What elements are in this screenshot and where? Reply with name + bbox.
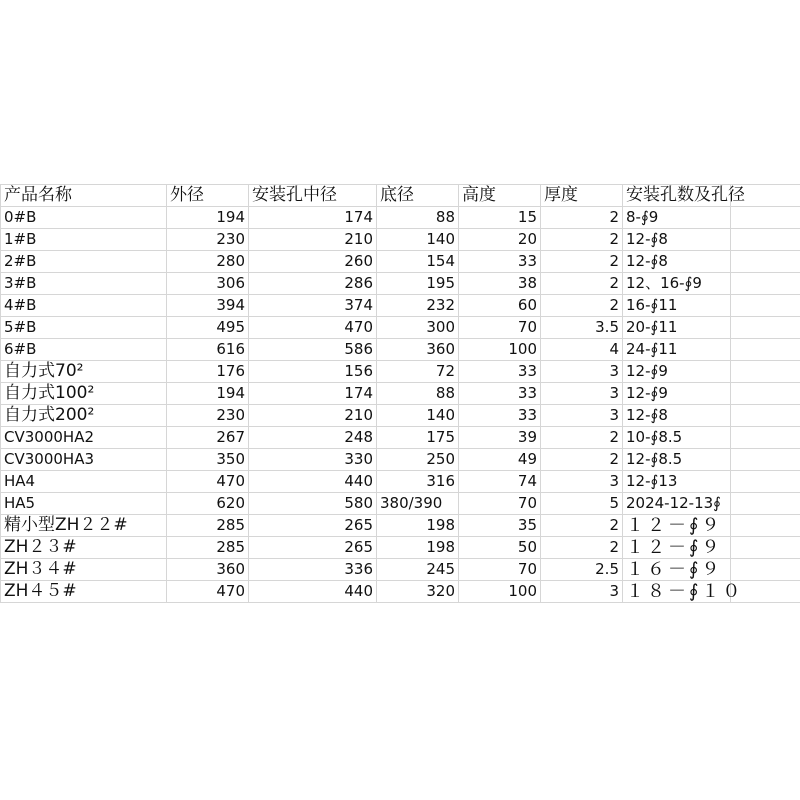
cell-bottom-diameter[interactable]: 72 xyxy=(377,361,459,383)
empty-cell[interactable] xyxy=(731,427,800,449)
cell-thickness[interactable]: 3 xyxy=(541,383,623,405)
cell-holes[interactable]: 24-∮11 xyxy=(623,339,731,361)
empty-cell[interactable] xyxy=(731,361,800,383)
table-row xyxy=(1,581,800,603)
cell-bottom-diameter[interactable]: 195 xyxy=(377,273,459,295)
table-row xyxy=(1,559,800,581)
cell-height[interactable]: 100 xyxy=(459,581,541,603)
product-table xyxy=(0,184,800,603)
empty-cell[interactable] xyxy=(731,559,800,581)
header-cell-holes[interactable]: 安装孔数及孔径 xyxy=(623,185,731,207)
cell-mounting-hole-pitch[interactable]: 265 xyxy=(249,515,377,537)
cell-outer-diameter[interactable]: 230 xyxy=(167,229,249,251)
cell-mounting-hole-pitch[interactable]: 156 xyxy=(249,361,377,383)
cell-thickness[interactable]: 3 xyxy=(541,361,623,383)
cell-mounting-hole-pitch[interactable]: 210 xyxy=(249,229,377,251)
table-row xyxy=(1,251,800,273)
cell-mounting-hole-pitch[interactable]: 286 xyxy=(249,273,377,295)
cell-name[interactable]: 0#B xyxy=(1,207,167,229)
empty-cell[interactable] xyxy=(731,339,800,361)
cell-name[interactable]: CV3000HA2 xyxy=(1,427,167,449)
cell-name[interactable]: ZH３４# xyxy=(1,559,167,581)
cell-height[interactable]: 50 xyxy=(459,537,541,559)
empty-cell[interactable] xyxy=(731,449,800,471)
cell-holes[interactable]: 12-∮8 xyxy=(623,251,731,273)
header-cell-thickness[interactable]: 厚度 xyxy=(541,185,623,207)
cell-holes[interactable]: １８－∮１０ xyxy=(623,581,731,603)
cell-thickness[interactable]: 2 xyxy=(541,515,623,537)
cell-thickness[interactable]: 3 xyxy=(541,471,623,493)
cell-outer-diameter[interactable]: 230 xyxy=(167,405,249,427)
cell-bottom-diameter[interactable]: 88 xyxy=(377,383,459,405)
cell-mounting-hole-pitch[interactable]: 174 xyxy=(249,383,377,405)
cell-name[interactable]: 1#B xyxy=(1,229,167,251)
cell-name[interactable]: CV3000HA3 xyxy=(1,449,167,471)
cell-thickness[interactable]: 3 xyxy=(541,405,623,427)
cell-thickness[interactable]: 5 xyxy=(541,493,623,515)
cell-holes[interactable]: 12-∮8 xyxy=(623,405,731,427)
header-cell-height[interactable]: 高度 xyxy=(459,185,541,207)
cell-name[interactable]: 6#B xyxy=(1,339,167,361)
table-row xyxy=(1,405,800,427)
cell-bottom-diameter[interactable]: 140 xyxy=(377,405,459,427)
cell-name[interactable]: HA5 xyxy=(1,493,167,515)
cell-bottom-diameter[interactable]: 380/390 xyxy=(377,493,459,515)
cell-bottom-diameter[interactable]: 250 xyxy=(377,449,459,471)
empty-cell[interactable] xyxy=(731,471,800,493)
cell-height[interactable]: 70 xyxy=(459,559,541,581)
cell-bottom-diameter[interactable]: 360 xyxy=(377,339,459,361)
spreadsheet xyxy=(0,184,800,603)
cell-height[interactable]: 20 xyxy=(459,229,541,251)
table-row xyxy=(1,361,800,383)
cell-mounting-hole-pitch[interactable]: 580 xyxy=(249,493,377,515)
cell-height[interactable]: 33 xyxy=(459,251,541,273)
empty-cell[interactable] xyxy=(731,405,800,427)
table-row xyxy=(1,427,800,449)
cell-thickness[interactable]: 3.5 xyxy=(541,317,623,339)
cell-mounting-hole-pitch[interactable]: 265 xyxy=(249,537,377,559)
cell-outer-diameter[interactable]: 360 xyxy=(167,559,249,581)
cell-holes[interactable]: 12-∮8 xyxy=(623,229,731,251)
table-row xyxy=(1,537,800,559)
cell-thickness[interactable]: 2 xyxy=(541,229,623,251)
empty-cell[interactable] xyxy=(731,537,800,559)
cell-holes[interactable]: １２－∮９ xyxy=(623,515,731,537)
cell-holes[interactable]: 12-∮13 xyxy=(623,471,731,493)
cell-bottom-diameter[interactable]: 300 xyxy=(377,317,459,339)
cell-holes[interactable]: 12-∮9 xyxy=(623,361,731,383)
cell-name[interactable]: 精小型ZH２２# xyxy=(1,515,167,537)
cell-bottom-diameter[interactable]: 175 xyxy=(377,427,459,449)
cell-mounting-hole-pitch[interactable]: 174 xyxy=(249,207,377,229)
cell-name[interactable]: 自力式100² xyxy=(1,383,167,405)
cell-outer-diameter[interactable]: 176 xyxy=(167,361,249,383)
table-row xyxy=(1,207,800,229)
cell-mounting-hole-pitch[interactable]: 440 xyxy=(249,471,377,493)
cell-height[interactable]: 60 xyxy=(459,295,541,317)
cell-bottom-diameter[interactable]: 198 xyxy=(377,515,459,537)
table-row xyxy=(1,449,800,471)
cell-name[interactable]: ZH２３# xyxy=(1,537,167,559)
table-row xyxy=(1,515,800,537)
cell-height[interactable]: 33 xyxy=(459,383,541,405)
cell-height[interactable]: 39 xyxy=(459,427,541,449)
cell-name[interactable]: 2#B xyxy=(1,251,167,273)
cell-outer-diameter[interactable]: 470 xyxy=(167,471,249,493)
table-row xyxy=(1,471,800,493)
cell-name[interactable]: 4#B xyxy=(1,295,167,317)
empty-cell[interactable] xyxy=(731,493,800,515)
cell-thickness[interactable]: 2 xyxy=(541,295,623,317)
cell-thickness[interactable]: 2 xyxy=(541,207,623,229)
cell-height[interactable]: 35 xyxy=(459,515,541,537)
cell-bottom-diameter[interactable]: 198 xyxy=(377,537,459,559)
cell-thickness[interactable]: 3 xyxy=(541,581,623,603)
cell-mounting-hole-pitch[interactable]: 336 xyxy=(249,559,377,581)
cell-holes[interactable]: 16-∮11 xyxy=(623,295,731,317)
table-row xyxy=(1,339,800,361)
cell-mounting-hole-pitch[interactable]: 440 xyxy=(249,581,377,603)
cell-holes[interactable]: １６－∮９ xyxy=(623,559,731,581)
cell-thickness[interactable]: 2 xyxy=(541,251,623,273)
cell-mounting-hole-pitch[interactable]: 210 xyxy=(249,405,377,427)
empty-cell[interactable] xyxy=(731,295,800,317)
cell-outer-diameter[interactable]: 194 xyxy=(167,383,249,405)
cell-name[interactable]: 自力式70² xyxy=(1,361,167,383)
cell-holes[interactable]: 8-∮9 xyxy=(623,207,731,229)
cell-outer-diameter[interactable]: 470 xyxy=(167,581,249,603)
cell-height[interactable]: 70 xyxy=(459,493,541,515)
cell-name[interactable]: HA4 xyxy=(1,471,167,493)
cell-outer-diameter[interactable]: 306 xyxy=(167,273,249,295)
cell-mounting-hole-pitch[interactable]: 260 xyxy=(249,251,377,273)
cell-thickness[interactable]: 2 xyxy=(541,537,623,559)
cell-thickness[interactable]: 2 xyxy=(541,273,623,295)
cell-mounting-hole-pitch[interactable]: 330 xyxy=(249,449,377,471)
header-cell-bottom-diameter[interactable]: 底径 xyxy=(377,185,459,207)
cell-name[interactable]: 自力式200² xyxy=(1,405,167,427)
cell-outer-diameter[interactable]: 394 xyxy=(167,295,249,317)
table-row xyxy=(1,383,800,405)
cell-height[interactable]: 33 xyxy=(459,361,541,383)
cell-bottom-diameter[interactable]: 316 xyxy=(377,471,459,493)
cell-name[interactable]: ZH４５# xyxy=(1,581,167,603)
cell-outer-diameter[interactable]: 495 xyxy=(167,317,249,339)
cell-bottom-diameter[interactable]: 88 xyxy=(377,207,459,229)
cell-height[interactable]: 49 xyxy=(459,449,541,471)
table-row xyxy=(1,493,800,515)
cell-holes[interactable]: 12-∮9 xyxy=(623,383,731,405)
cell-height[interactable]: 70 xyxy=(459,317,541,339)
cell-mounting-hole-pitch[interactable]: 374 xyxy=(249,295,377,317)
cell-height[interactable]: 38 xyxy=(459,273,541,295)
cell-mounting-hole-pitch[interactable]: 586 xyxy=(249,339,377,361)
cell-thickness[interactable]: 2 xyxy=(541,449,623,471)
cell-bottom-diameter[interactable]: 140 xyxy=(377,229,459,251)
cell-bottom-diameter[interactable]: 245 xyxy=(377,559,459,581)
header-cell-name[interactable]: 产品名称 xyxy=(1,185,167,207)
empty-cell[interactable] xyxy=(731,251,800,273)
cell-holes[interactable]: １２－∮９ xyxy=(623,537,731,559)
cell-height[interactable]: 33 xyxy=(459,405,541,427)
cell-holes[interactable]: 2024-12-13∮ xyxy=(623,493,731,515)
cell-outer-diameter[interactable]: 616 xyxy=(167,339,249,361)
header-cell-mounting-hole-pitch[interactable]: 安装孔中径 xyxy=(249,185,377,207)
cell-outer-diameter[interactable]: 350 xyxy=(167,449,249,471)
cell-outer-diameter[interactable]: 285 xyxy=(167,515,249,537)
header-cell-outer-diameter[interactable]: 外径 xyxy=(167,185,249,207)
cell-holes[interactable]: 12、16-∮9 xyxy=(623,273,731,295)
table-row xyxy=(1,295,800,317)
cell-mounting-hole-pitch[interactable]: 248 xyxy=(249,427,377,449)
empty-cell[interactable] xyxy=(731,515,800,537)
cell-outer-diameter[interactable]: 267 xyxy=(167,427,249,449)
header-row xyxy=(1,185,800,207)
empty-cell[interactable] xyxy=(731,317,800,339)
cell-holes[interactable]: 12-∮8.5 xyxy=(623,449,731,471)
cell-outer-diameter[interactable]: 285 xyxy=(167,537,249,559)
cell-mounting-hole-pitch[interactable]: 470 xyxy=(249,317,377,339)
empty-cell[interactable] xyxy=(731,207,800,229)
cell-height[interactable]: 74 xyxy=(459,471,541,493)
cell-bottom-diameter[interactable]: 154 xyxy=(377,251,459,273)
cell-thickness[interactable]: 2.5 xyxy=(541,559,623,581)
table-row xyxy=(1,229,800,251)
cell-holes[interactable]: 20-∮11 xyxy=(623,317,731,339)
cell-height[interactable]: 100 xyxy=(459,339,541,361)
cell-thickness[interactable]: 4 xyxy=(541,339,623,361)
cell-holes[interactable]: 10-∮8.5 xyxy=(623,427,731,449)
cell-bottom-diameter[interactable]: 232 xyxy=(377,295,459,317)
cell-outer-diameter[interactable]: 194 xyxy=(167,207,249,229)
cell-bottom-diameter[interactable]: 320 xyxy=(377,581,459,603)
cell-outer-diameter[interactable]: 280 xyxy=(167,251,249,273)
empty-cell[interactable] xyxy=(731,229,800,251)
cell-height[interactable]: 15 xyxy=(459,207,541,229)
empty-cell[interactable] xyxy=(731,383,800,405)
cell-name[interactable]: 5#B xyxy=(1,317,167,339)
cell-outer-diameter[interactable]: 620 xyxy=(167,493,249,515)
cell-thickness[interactable]: 2 xyxy=(541,427,623,449)
table-row xyxy=(1,317,800,339)
cell-name[interactable]: 3#B xyxy=(1,273,167,295)
empty-cell[interactable] xyxy=(731,273,800,295)
table-row xyxy=(1,273,800,295)
